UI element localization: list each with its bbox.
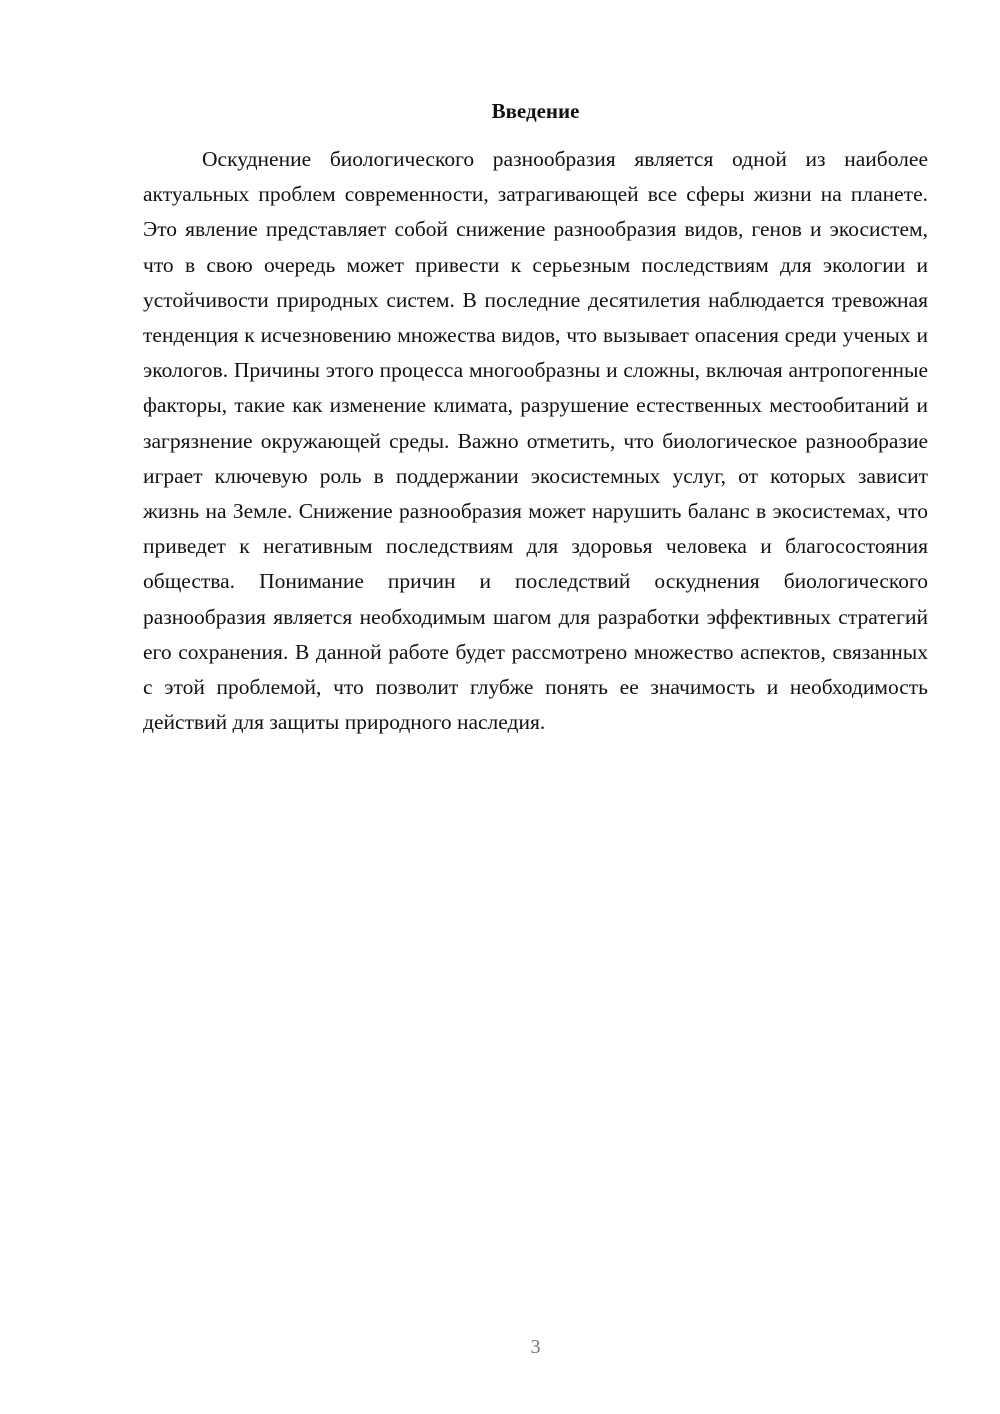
- page-number: 3: [530, 1336, 541, 1358]
- body-paragraph: Оскуднение биологического разнообразия является одной из наиболее актуальных проблем современности, затрагивающей все сферы жизни на планете. Это явление представляет собой снижение разнообразия видов, генов и экосистем, что в свою очередь может привести к серьезным последствиям для экологии и устойчивости природных систем. В последние десятилетия наблюдается тревожная тенденция к исчезновению множества видов, что вызывает опасения среди ученых и экологов. Причины этого процесса многообразны и сложны, включая антропогенные факторы, такие как изменение климата, разрушение естественных местообитаний и загрязнение окружающей среды. Важно отметить, что биологическое разнообразие играет ключевую роль в поддержании экосистемных услуг, от которых зависит жизнь на Земле. Снижение разнообразия может нарушить баланс в экосистемах, что приведет к негативным последствиям для здоровья человека и благосостояния общества. Понимание причин и последствий оскуднения биологического разнообразия является необходимым шагом для разработки эффективных стратегий его сохранения. В данной работе будет рассмотрено множество аспектов, связанных с этой проблемой, что позволит глубже понять ее значимость и необходимость действий для защиты природного наследия.: [143, 147, 928, 735]
- section-heading: Введение: [491, 99, 580, 123]
